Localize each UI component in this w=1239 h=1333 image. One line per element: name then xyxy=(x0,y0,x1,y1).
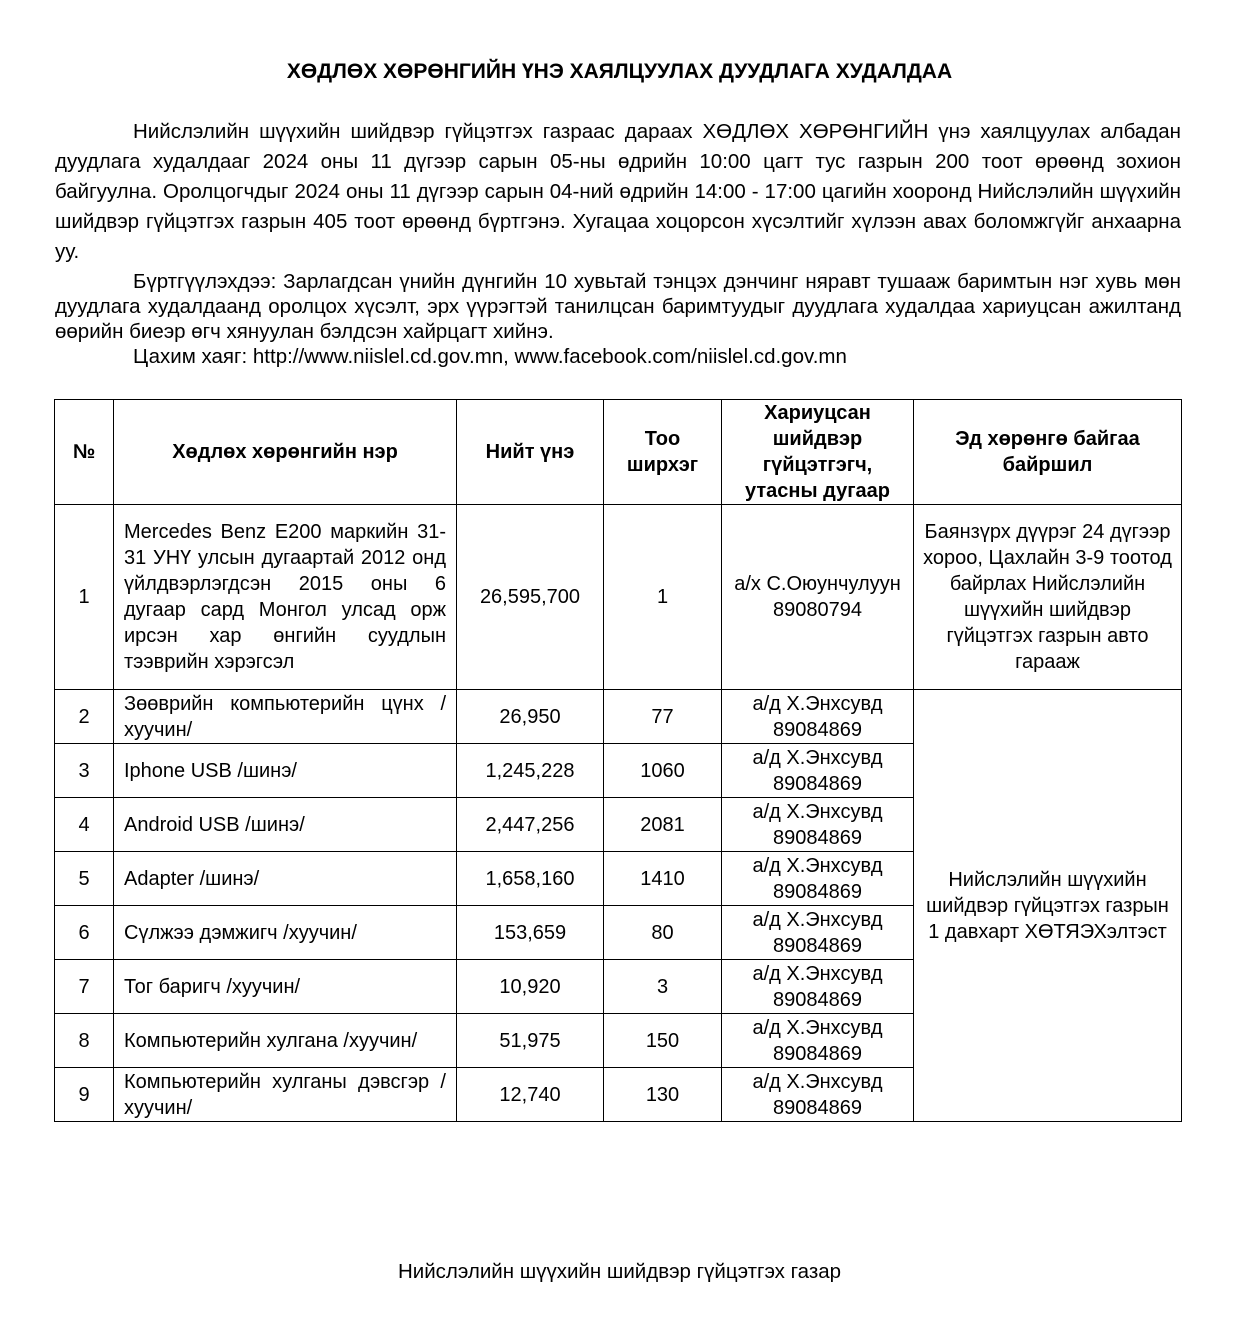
asset-name: Зөөврийн компьютерийн цүнх /хуучин/ xyxy=(114,690,457,744)
quantity: 150 xyxy=(604,1014,722,1068)
asset-name: Тог баригч /хуучин/ xyxy=(114,960,457,1014)
quantity: 1060 xyxy=(604,744,722,798)
row-number: 5 xyxy=(55,852,114,906)
table-header-row xyxy=(55,400,1182,505)
header-quantity: Тоо ширхэг xyxy=(604,400,722,505)
asset-table xyxy=(54,399,1182,1122)
row-number: 2 xyxy=(55,690,114,744)
asset-name: Компьютерийн хулгана /хуучин/ xyxy=(114,1014,457,1068)
quantity: 80 xyxy=(604,906,722,960)
row-number: 7 xyxy=(55,960,114,1014)
header-number: № xyxy=(55,400,114,505)
asset-name: Сүлжээ дэмжигч /хуучин/ xyxy=(114,906,457,960)
row-number: 4 xyxy=(55,798,114,852)
officer-contact: а/х С.Оюунчулуун 89080794 xyxy=(722,505,914,690)
asset-name: Mercedes Benz E200 маркийн 31-31 УНҮ улсын дугаартай 2012 онд үйлдвэрлэгдсэн 2015 оны 6 дугаар сард Монгол улсад орж ирсэн хар өнгийн суудлын тээврийн хэрэгсэл xyxy=(114,505,457,690)
quantity: 2081 xyxy=(604,798,722,852)
total-price: 12,740 xyxy=(457,1068,604,1122)
row-number: 8 xyxy=(55,1014,114,1068)
row-number: 3 xyxy=(55,744,114,798)
total-price: 1,658,160 xyxy=(457,852,604,906)
header-officer: Хариуцсан шийдвэр гүйцэтгэгч, утасны дугаар xyxy=(722,400,914,505)
asset-name: Компьютерийн хулганы дэвсгэр /хуучин/ xyxy=(114,1068,457,1122)
row-number: 6 xyxy=(55,906,114,960)
intro-paragraph-web-address: Цахим хаяг: http://www.niislel.cd.gov.mn, www.facebook.com/niislel.cd.gov.mn xyxy=(133,345,847,368)
officer-contact: а/д Х.Энхсувд 89084869 xyxy=(722,798,914,852)
row-number: 1 xyxy=(55,505,114,690)
total-price: 153,659 xyxy=(457,906,604,960)
header-location: Эд хөрөнгө байгаа байршил xyxy=(914,400,1182,505)
officer-contact: а/д Х.Энхсувд 89084869 xyxy=(722,1068,914,1122)
quantity: 77 xyxy=(604,690,722,744)
intro-section xyxy=(55,117,1181,369)
shared-asset-location: Нийслэлийн шүүхийн шийдвэр гүйцэтгэх газрын 1 давхарт ХӨТЯЭХэлтэст xyxy=(914,690,1182,1122)
total-price: 51,975 xyxy=(457,1014,604,1068)
total-price: 10,920 xyxy=(457,960,604,1014)
table-row xyxy=(55,505,1182,690)
quantity: 3 xyxy=(604,960,722,1014)
officer-contact: а/д Х.Энхсувд 89084869 xyxy=(722,690,914,744)
header-total-price: Нийт үнэ xyxy=(457,400,604,505)
total-price: 2,447,256 xyxy=(457,798,604,852)
asset-name: Android USB /шинэ/ xyxy=(114,798,457,852)
quantity: 1 xyxy=(604,505,722,690)
asset-location: Баянзүрх дүүрэг 24 дүгээр хороо, Цахлайн 3-9 тоотод байрлах Нийслэлийн шүүхийн шийдвэр гүйцэтгэх газрын авто гарааж xyxy=(914,505,1182,690)
intro-paragraph-auction: Нийслэлийн шүүхийн шийдвэр гүйцэтгэх газраас дараах ХӨДЛӨХ ХӨРӨНГИЙН үнэ хаялцуулах албадан дуудлага худалдааг 2024 оны 11 дүгээр сарын 05-ны өдрийн 10:00 цагт тус газрын 200 тоот өрөөнд зохион байгуулна. Оролцогчдыг 2024 оны 11 дүгээр сарын 04-ний өдрийн 14:00 - 17:00 цагийн хооронд Нийслэлийн шүүхийн шийдвэр гүйцэтгэх газрын 405 тоот өрөөнд бүртгэнэ. Хугацаа хоцорсон хүсэлтийг хүлээн авах боломжгүйг анхаарна уу. xyxy=(55,120,1181,263)
officer-contact: а/д Х.Энхсувд 89084869 xyxy=(722,744,914,798)
officer-contact: а/д Х.Энхсувд 89084869 xyxy=(722,1014,914,1068)
document-title: ХӨДЛӨХ ХӨРӨНГИЙН ҮНЭ ХАЯЛЦУУЛАХ ДУУДЛАГА ХУДАЛДАА xyxy=(286,60,953,83)
quantity: 1410 xyxy=(604,852,722,906)
officer-contact: а/д Х.Энхсувд 89084869 xyxy=(722,906,914,960)
total-price: 1,245,228 xyxy=(457,744,604,798)
table-row xyxy=(55,690,1182,744)
asset-name: Adapter /шинэ/ xyxy=(114,852,457,906)
total-price: 26,595,700 xyxy=(457,505,604,690)
officer-contact: а/д Х.Энхсувд 89084869 xyxy=(722,960,914,1014)
total-price: 26,950 xyxy=(457,690,604,744)
intro-paragraph-registration: Бүртгүүлэхдээ: Зарлагдсан үнийн дүнгийн 10 хувьтай тэнцэх дэнчинг няравт тушааж баримтын нэг хувь мөн дуудлага худалдаанд оролцох хүсэлт, эрх үүрэгтэй танилцсан баримтуудыг дуудлага худалдаа хариуцсан ажилтанд өөрийн биеэр өгч хянуулан бэлдсэн хайрцагт хийнэ. xyxy=(55,270,1181,343)
asset-name: Iphone USB /шинэ/ xyxy=(114,744,457,798)
row-number: 9 xyxy=(55,1068,114,1122)
header-asset-name: Хөдлөх хөрөнгийн нэр xyxy=(114,400,457,505)
footer-organization: Нийслэлийн шүүхийн шийдвэр гүйцэтгэх газар xyxy=(397,1260,842,1283)
officer-contact: а/д Х.Энхсувд 89084869 xyxy=(722,852,914,906)
quantity: 130 xyxy=(604,1068,722,1122)
